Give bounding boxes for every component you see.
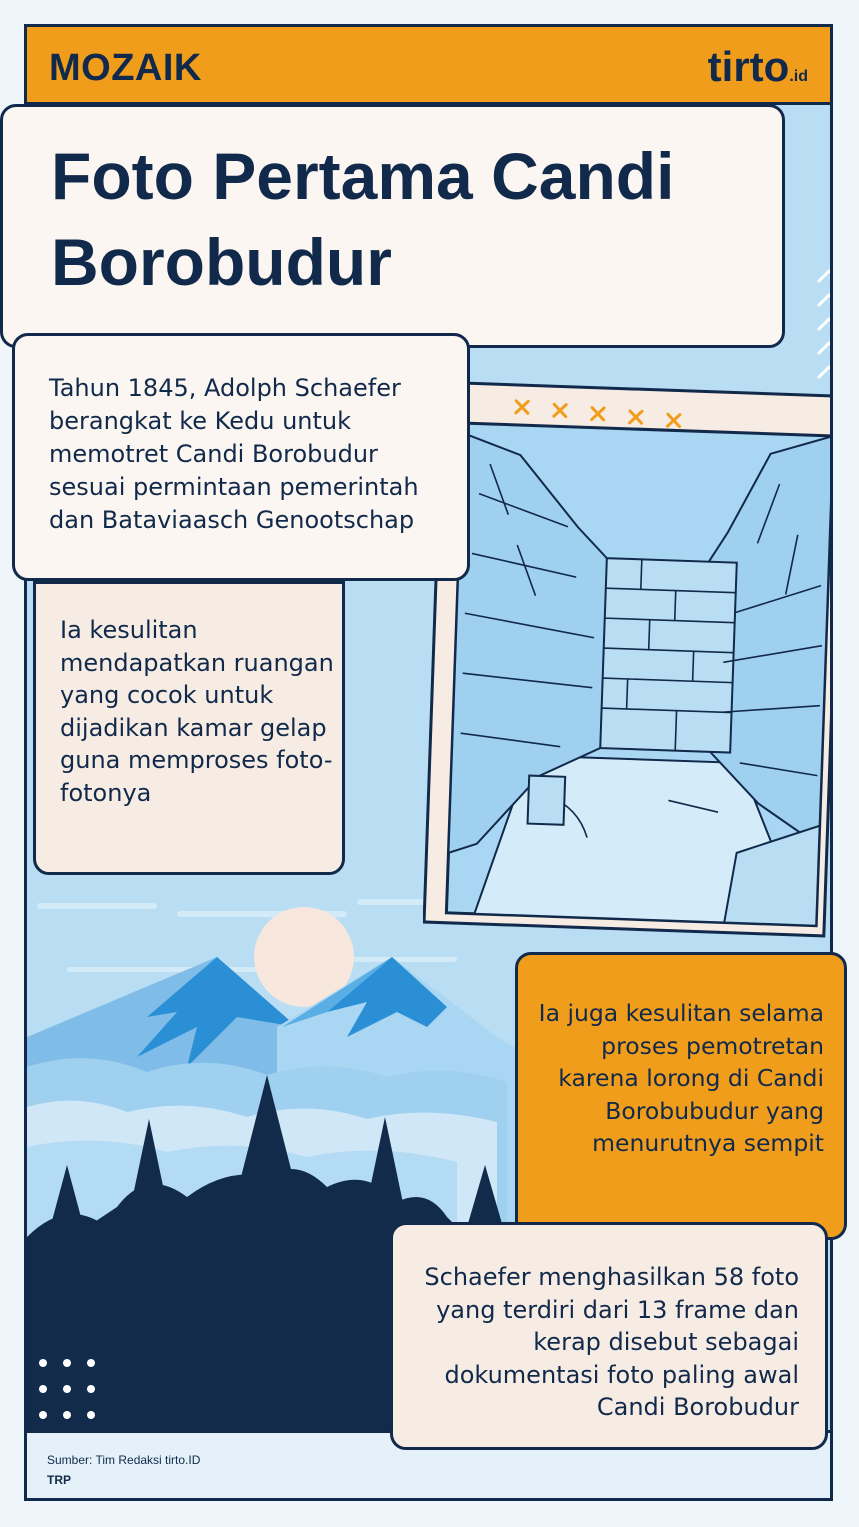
result-text: Schaefer menghasilkan 58 foto yang terdiri dari 13 frame dan kerap disebut sebagai dokumentasi foto paling awal Candi Borobudur — [424, 1263, 799, 1421]
borobudur-photo — [423, 379, 833, 959]
credit-text: TRP — [47, 1473, 71, 1487]
page-title: Foto Pertama Candi Borobudur — [51, 139, 675, 299]
corridor-text: Ia juga kesulitan selama proses pemotretan karena lorong di Candi Borobubudur yang menurutnya sempit — [538, 999, 824, 1157]
darkroom-text: Ia kesulitan mendapatkan ruangan yang cocok untuk dijadikan kamar gelap guna memproses foto-fotonya — [60, 616, 334, 807]
corridor-card — [515, 952, 847, 1240]
header-bar — [27, 27, 830, 105]
source-text: Sumber: Tim Redaksi tirto.ID — [47, 1453, 201, 1467]
logo-main: tirto — [707, 43, 790, 90]
logo-suffix: .id — [789, 68, 808, 85]
tirto-logo — [708, 43, 808, 91]
intro-text: Tahun 1845, Adolph Schaefer berangkat ke Kedu untuk memotret Candi Borobudur sesuai permintaan pemerintah dan Bataviaasch Genootschap — [49, 374, 419, 534]
section-label: MOZAIK — [49, 47, 202, 89]
darkroom-card — [33, 581, 345, 875]
chevron-up-icon — [817, 265, 833, 393]
title-card — [0, 104, 785, 348]
intro-card — [12, 333, 470, 581]
result-card — [390, 1222, 828, 1450]
